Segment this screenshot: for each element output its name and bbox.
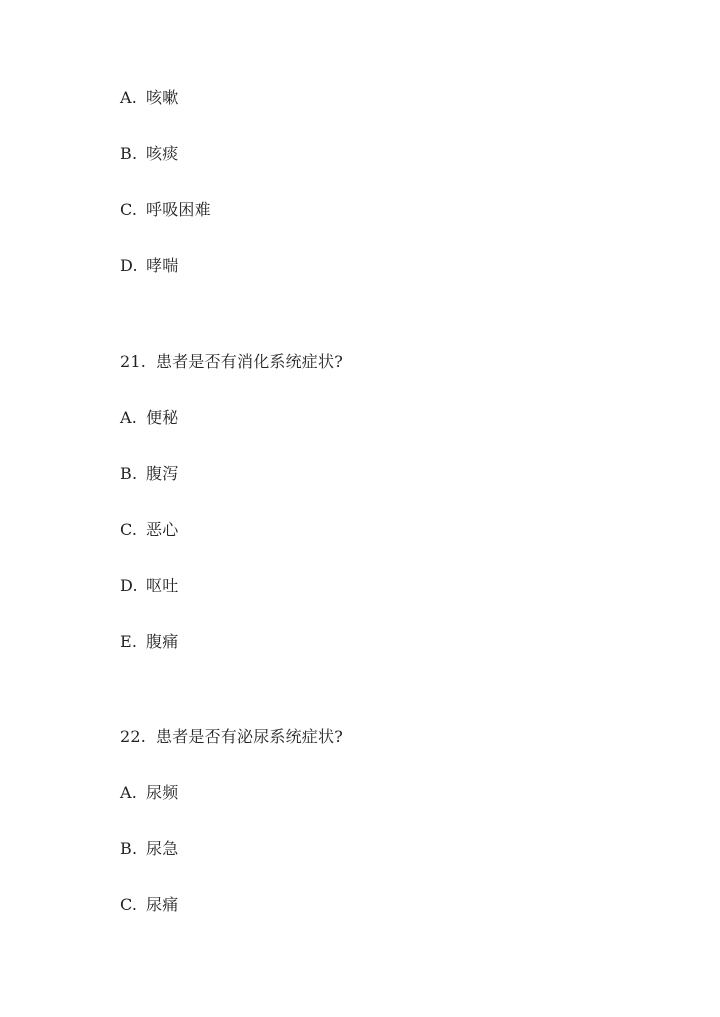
option-letter: C.	[120, 200, 138, 219]
option-c	[120, 518, 178, 542]
option-letter: B.	[120, 839, 138, 858]
question-number: 21.	[120, 352, 147, 371]
option-letter: D.	[120, 576, 138, 595]
question-21	[120, 350, 343, 374]
option-letter: B.	[120, 144, 138, 163]
option-letter: E.	[120, 632, 138, 651]
option-letter: C.	[120, 520, 138, 539]
option-text: 尿频	[146, 783, 179, 802]
option-letter: D.	[120, 256, 138, 275]
option-b	[120, 142, 178, 166]
option-text: 呕吐	[146, 576, 179, 595]
option-letter: C.	[120, 895, 138, 914]
option-letter: A.	[120, 408, 138, 427]
option-a	[120, 86, 178, 110]
option-a	[120, 781, 178, 805]
option-letter: B.	[120, 464, 138, 483]
option-text: 咳痰	[146, 144, 179, 163]
option-letter: A.	[120, 88, 138, 107]
option-a	[120, 406, 178, 430]
option-b	[120, 837, 178, 861]
option-d	[120, 574, 178, 598]
option-text: 哮喘	[146, 256, 179, 275]
option-text: 咳嗽	[146, 88, 179, 107]
option-text: 腹痛	[146, 632, 179, 651]
option-text: 尿痛	[146, 895, 179, 914]
option-text: 尿急	[146, 839, 179, 858]
option-text: 恶心	[146, 520, 179, 539]
option-d	[120, 254, 178, 278]
option-text: 呼吸困难	[146, 200, 211, 219]
question-22	[120, 725, 343, 749]
option-c	[120, 198, 211, 222]
option-text: 腹泻	[146, 464, 179, 483]
question-text: 患者是否有泌尿系统症状?	[156, 727, 343, 746]
option-e	[120, 630, 178, 654]
option-b	[120, 462, 178, 486]
question-number: 22.	[120, 727, 147, 746]
option-c	[120, 893, 178, 917]
option-letter: A.	[120, 783, 138, 802]
option-text: 便秘	[146, 408, 179, 427]
question-text: 患者是否有消化系统症状?	[156, 352, 343, 371]
